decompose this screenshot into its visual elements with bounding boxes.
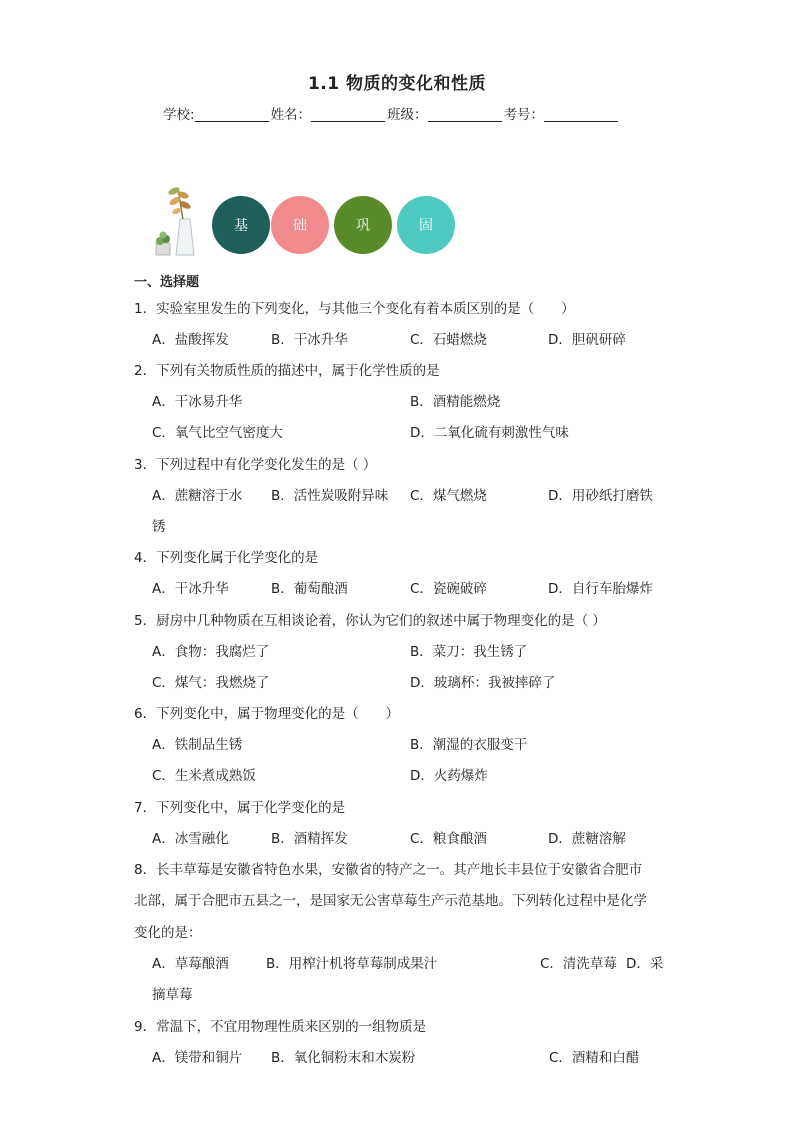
q2-option-c[interactable]: C．氧气比空气密度大 [152, 425, 283, 441]
q9-option-c[interactable]: C．酒精和白醋 [549, 1050, 640, 1066]
question-7-stem: 7．下列变化中，属于化学变化的是 [134, 800, 346, 816]
q2-option-d[interactable]: D．二氧化硫有刺激性气味 [410, 425, 569, 441]
question-6-stem: 6．下列变化中，属于物理变化的是（ ） [134, 706, 400, 722]
badge-ji: 基 [212, 196, 270, 254]
q4-option-b[interactable]: B．葡萄酿酒 [271, 581, 348, 597]
q1-option-a[interactable]: A．盐酸挥发 [152, 332, 229, 348]
question-5-stem: 5．厨房中几种物质在互相谈论着，你认为它们的叙述中属于物理变化的是（ ） [134, 613, 606, 629]
class-label: 班级： [387, 107, 428, 123]
school-blank[interactable] [195, 107, 269, 122]
q4-option-d[interactable]: D．自行车胎爆炸 [548, 581, 653, 597]
q3-option-b[interactable]: B．活性炭吸附异味 [271, 488, 389, 504]
q8-option-a[interactable]: A．草莓酿酒 [152, 956, 229, 972]
question-8-stem-line-3: 变化的是： [134, 925, 202, 941]
question-4-stem: 4．下列变化属于化学变化的是 [134, 550, 319, 566]
q6-option-b[interactable]: B．潮湿的衣服变干 [410, 737, 528, 753]
q4-option-c[interactable]: C．瓷碗破碎 [410, 581, 487, 597]
q8-option-b[interactable]: B．用榨汁机将草莓制成果汁 [266, 956, 438, 972]
q3-option-d-continued: 锈 [152, 519, 166, 535]
badge-gu: 固 [397, 196, 455, 254]
q7-option-d[interactable]: D．蔗糖溶解 [548, 831, 626, 847]
q7-option-a[interactable]: A．冰雪融化 [152, 831, 229, 847]
question-2-stem: 2．下列有关物质性质的描述中，属于化学性质的是 [134, 363, 440, 379]
q1-option-d[interactable]: D．胆矾研碎 [548, 332, 626, 348]
q4-option-a[interactable]: A．干冰升华 [152, 581, 229, 597]
school-label: 学校: [163, 107, 195, 123]
page-title: 1.1 物质的变化和性质 [307, 74, 487, 94]
q3-option-d[interactable]: D．用砂纸打磨铁 [548, 488, 653, 504]
section-heading: 一、选择题 [134, 275, 200, 290]
q8-option-d[interactable]: D．采 [626, 956, 664, 972]
q6-option-a[interactable]: A．铁制品生锈 [152, 737, 243, 753]
q9-option-b[interactable]: B．氧化铜粉末和木炭粉 [271, 1050, 416, 1066]
question-8-stem-line-2: 北部，属于合肥市五县之一，是国家无公害草莓生产示范基地。下列转化过程中是化学 [134, 893, 647, 909]
q1-option-c[interactable]: C．石蜡燃烧 [410, 332, 487, 348]
question-9-stem: 9．常温下，不宜用物理性质来区别的一组物质是 [134, 1019, 427, 1035]
number-label: 考号： [503, 107, 545, 123]
q1-option-b[interactable]: B．干冰升华 [271, 332, 348, 348]
question-3-stem: 3．下列过程中有化学变化发生的是（ ） [134, 457, 377, 473]
q9-option-a[interactable]: A．镁带和铜片 [152, 1050, 243, 1066]
q3-option-a[interactable]: A．蔗糖溶于水 [152, 488, 243, 504]
q8-option-d-continued: 摘草莓 [152, 987, 193, 1003]
q7-option-b[interactable]: B．酒精挥发 [271, 831, 348, 847]
plant-vase-icon [150, 183, 200, 259]
q6-option-c[interactable]: C．生米煮成熟饭 [152, 768, 256, 784]
badge-gong: 巩 [334, 196, 392, 254]
q6-option-d[interactable]: D．火药爆炸 [410, 768, 488, 784]
q2-option-a[interactable]: A．干冰易升华 [152, 394, 243, 410]
student-info-line [163, 103, 620, 123]
q5-option-d[interactable]: D．玻璃杯：我被摔碎了 [410, 675, 556, 691]
name-blank[interactable] [311, 107, 385, 122]
question-8-stem-line-1: 8．长丰草莓是安徽省特色水果，安徽省的特产之一。其产地长丰县位于安徽省合肥市 [134, 862, 643, 878]
q2-option-b[interactable]: B．酒精能燃烧 [410, 394, 501, 410]
badge-chu: 础 [271, 196, 329, 254]
q7-option-c[interactable]: C．粮食酿酒 [410, 831, 487, 847]
number-blank[interactable] [544, 107, 618, 122]
name-label: 姓名： [270, 107, 312, 123]
q8-option-c[interactable]: C．清洗草莓 [540, 956, 617, 972]
q5-option-b[interactable]: B．菜刀：我生锈了 [410, 644, 528, 660]
question-1-stem: 1．实验室里发生的下列变化，与其他三个变化有着本质区别的是（ ） [134, 301, 575, 317]
q3-option-c[interactable]: C．煤气燃烧 [410, 488, 487, 504]
class-blank[interactable] [428, 107, 502, 122]
q5-option-a[interactable]: A．食物：我腐烂了 [152, 644, 270, 660]
q5-option-c[interactable]: C．煤气：我燃烧了 [152, 675, 270, 691]
